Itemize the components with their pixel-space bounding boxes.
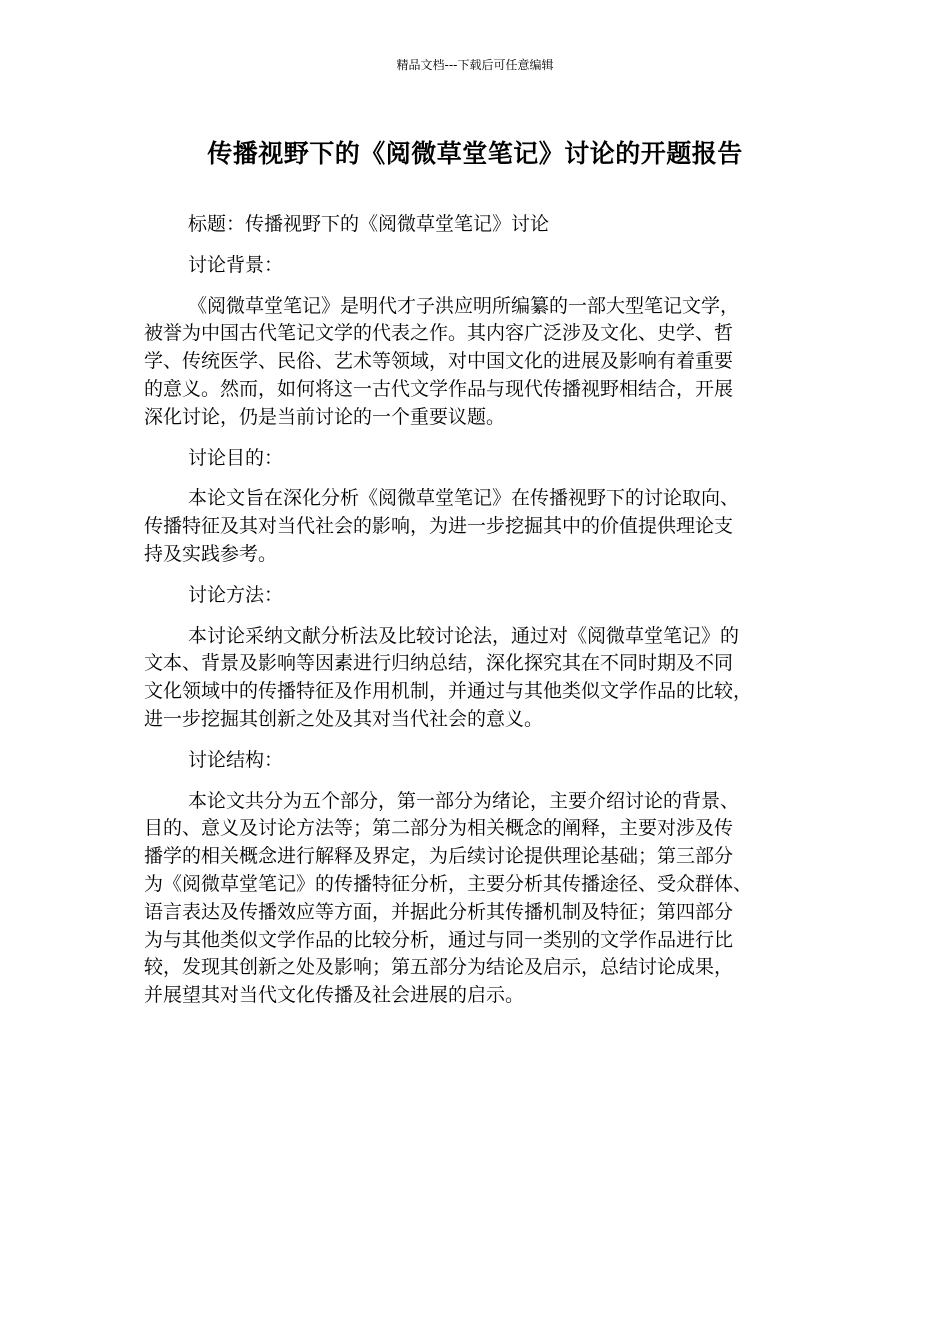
paragraph-line: 为与其他类似文学作品的比较分析，通过与同一类别的文学作品进行比 [144, 928, 734, 951]
paragraph-line: 本论文共分为五个部分，第一部分为绪论，主要介绍讨论的背景、 [188, 789, 740, 812]
paragraph-line: 文本、背景及影响等因素进行归纳总结，深化探究其在不同时期及不同 [144, 652, 734, 675]
section-heading-method [144, 582, 796, 610]
document-title: 传播视野下的《阅微草堂笔记》讨论的开题报告 [207, 139, 743, 168]
section-paragraph-structure [144, 788, 796, 1010]
paragraph-line: 播学的相关概念进行解释及界定，为后续讨论提供理论基础；第三部分 [144, 845, 734, 868]
section-paragraph-background [144, 293, 796, 432]
section-paragraph-method [144, 623, 796, 734]
section-paragraph-purpose [144, 485, 796, 568]
page-header-note: 精品文档---下载后可任意编辑 [396, 58, 554, 72]
paragraph-line: 本讨论采纳文献分析法及比较讨论法，通过对《阅微草堂笔记》的 [188, 624, 740, 647]
section-heading-purpose [144, 445, 796, 473]
paragraph-line: 《阅微草堂笔记》是明代才子洪应明所编纂的一部大型笔记文学， [188, 294, 740, 317]
paragraph-line: 持及实践参考。 [144, 542, 278, 565]
section-heading-structure [144, 747, 796, 775]
subject-line-block [144, 211, 796, 239]
paragraph-line: 语言表达及传播效应等方面，并据此分析其传播机制及特征；第四部分 [144, 900, 734, 923]
section-heading: 讨论结构： [188, 748, 284, 771]
paragraph-line: 并展望其对当代文化传播及社会进展的启示。 [144, 984, 525, 1007]
section-heading-background [144, 252, 796, 280]
paragraph-line: 进一步挖掘其创新之处及其对当代社会的意义。 [144, 707, 544, 730]
paragraph-line: 为《阅微草堂笔记》的传播特征分析，主要分析其传播途径、受众群体、 [144, 872, 753, 895]
paragraph-line: 本论文旨在深化分析《阅微草堂笔记》在传播视野下的讨论取向、 [188, 487, 740, 510]
paragraph-line: 的意义。然而，如何将这一古代文学作品与现代传播视野相结合，开展 [144, 377, 734, 400]
paragraph-line: 较，发现其创新之处及影响；第五部分为结论及启示，总结讨论成果， [144, 956, 734, 979]
paragraph-line: 被誉为中国古代笔记文学的代表之作。其内容广泛涉及文化、史学、哲 [144, 322, 734, 345]
paragraph-line: 文化领域中的传播特征及作用机制，并通过与其他类似文学作品的比较， [144, 680, 753, 703]
paragraph-line: 传播特征及其对当代社会的影响，为进一步挖掘其中的价值提供理论支 [144, 515, 734, 538]
paragraph-line: 学、传统医学、民俗、艺术等领域，对中国文化的进展及影响有着重要 [144, 350, 734, 373]
section-heading: 讨论方法： [188, 583, 284, 606]
paragraph-line: 目的、意义及讨论方法等；第二部分为相关概念的阐释，主要对涉及传 [144, 817, 734, 840]
subject-line: 标题：传播视野下的《阅微草堂笔记》讨论 [188, 213, 550, 235]
paragraph-line: 深化讨论，仍是当前讨论的一个重要议题。 [144, 405, 506, 428]
section-heading: 讨论目的： [188, 446, 284, 469]
document-body [144, 211, 796, 1023]
section-heading: 讨论背景： [188, 253, 284, 276]
